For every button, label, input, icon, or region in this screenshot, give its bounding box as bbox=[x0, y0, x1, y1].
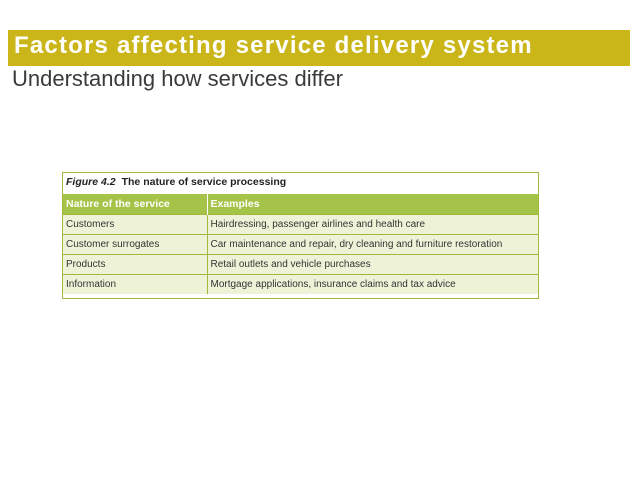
figure-title: The nature of service processing bbox=[121, 176, 287, 188]
slide-subtitle: Understanding how services differ bbox=[12, 66, 343, 91]
table-row bbox=[63, 254, 538, 274]
table-row bbox=[63, 214, 538, 234]
title-bar bbox=[8, 30, 630, 66]
table-cell-nature: Customers bbox=[63, 214, 207, 234]
table-cell-nature: Products bbox=[63, 254, 207, 274]
slide-title: Factors affecting service delivery system bbox=[14, 32, 533, 59]
table-header-row bbox=[63, 194, 538, 214]
figure-panel bbox=[62, 172, 539, 299]
table-cell-examples: Mortgage applications, insurance claims and tax advice bbox=[207, 274, 538, 294]
table-cell-nature: Information bbox=[63, 274, 207, 294]
table-cell-examples: Hairdressing, passenger airlines and health care bbox=[207, 214, 538, 234]
table-row bbox=[63, 234, 538, 254]
table-cell-nature: Customer surrogates bbox=[63, 234, 207, 254]
figure-caption bbox=[66, 176, 286, 188]
column-header-examples: Examples bbox=[207, 194, 538, 214]
table-cell-examples: Retail outlets and vehicle purchases bbox=[207, 254, 538, 274]
figure-number: Figure 4.2 bbox=[66, 176, 116, 188]
table-cell-examples: Car maintenance and repair, dry cleaning and furniture restoration bbox=[207, 234, 538, 254]
table-row bbox=[63, 274, 538, 294]
service-processing-table bbox=[63, 194, 538, 294]
column-header-nature: Nature of the service bbox=[63, 194, 207, 214]
